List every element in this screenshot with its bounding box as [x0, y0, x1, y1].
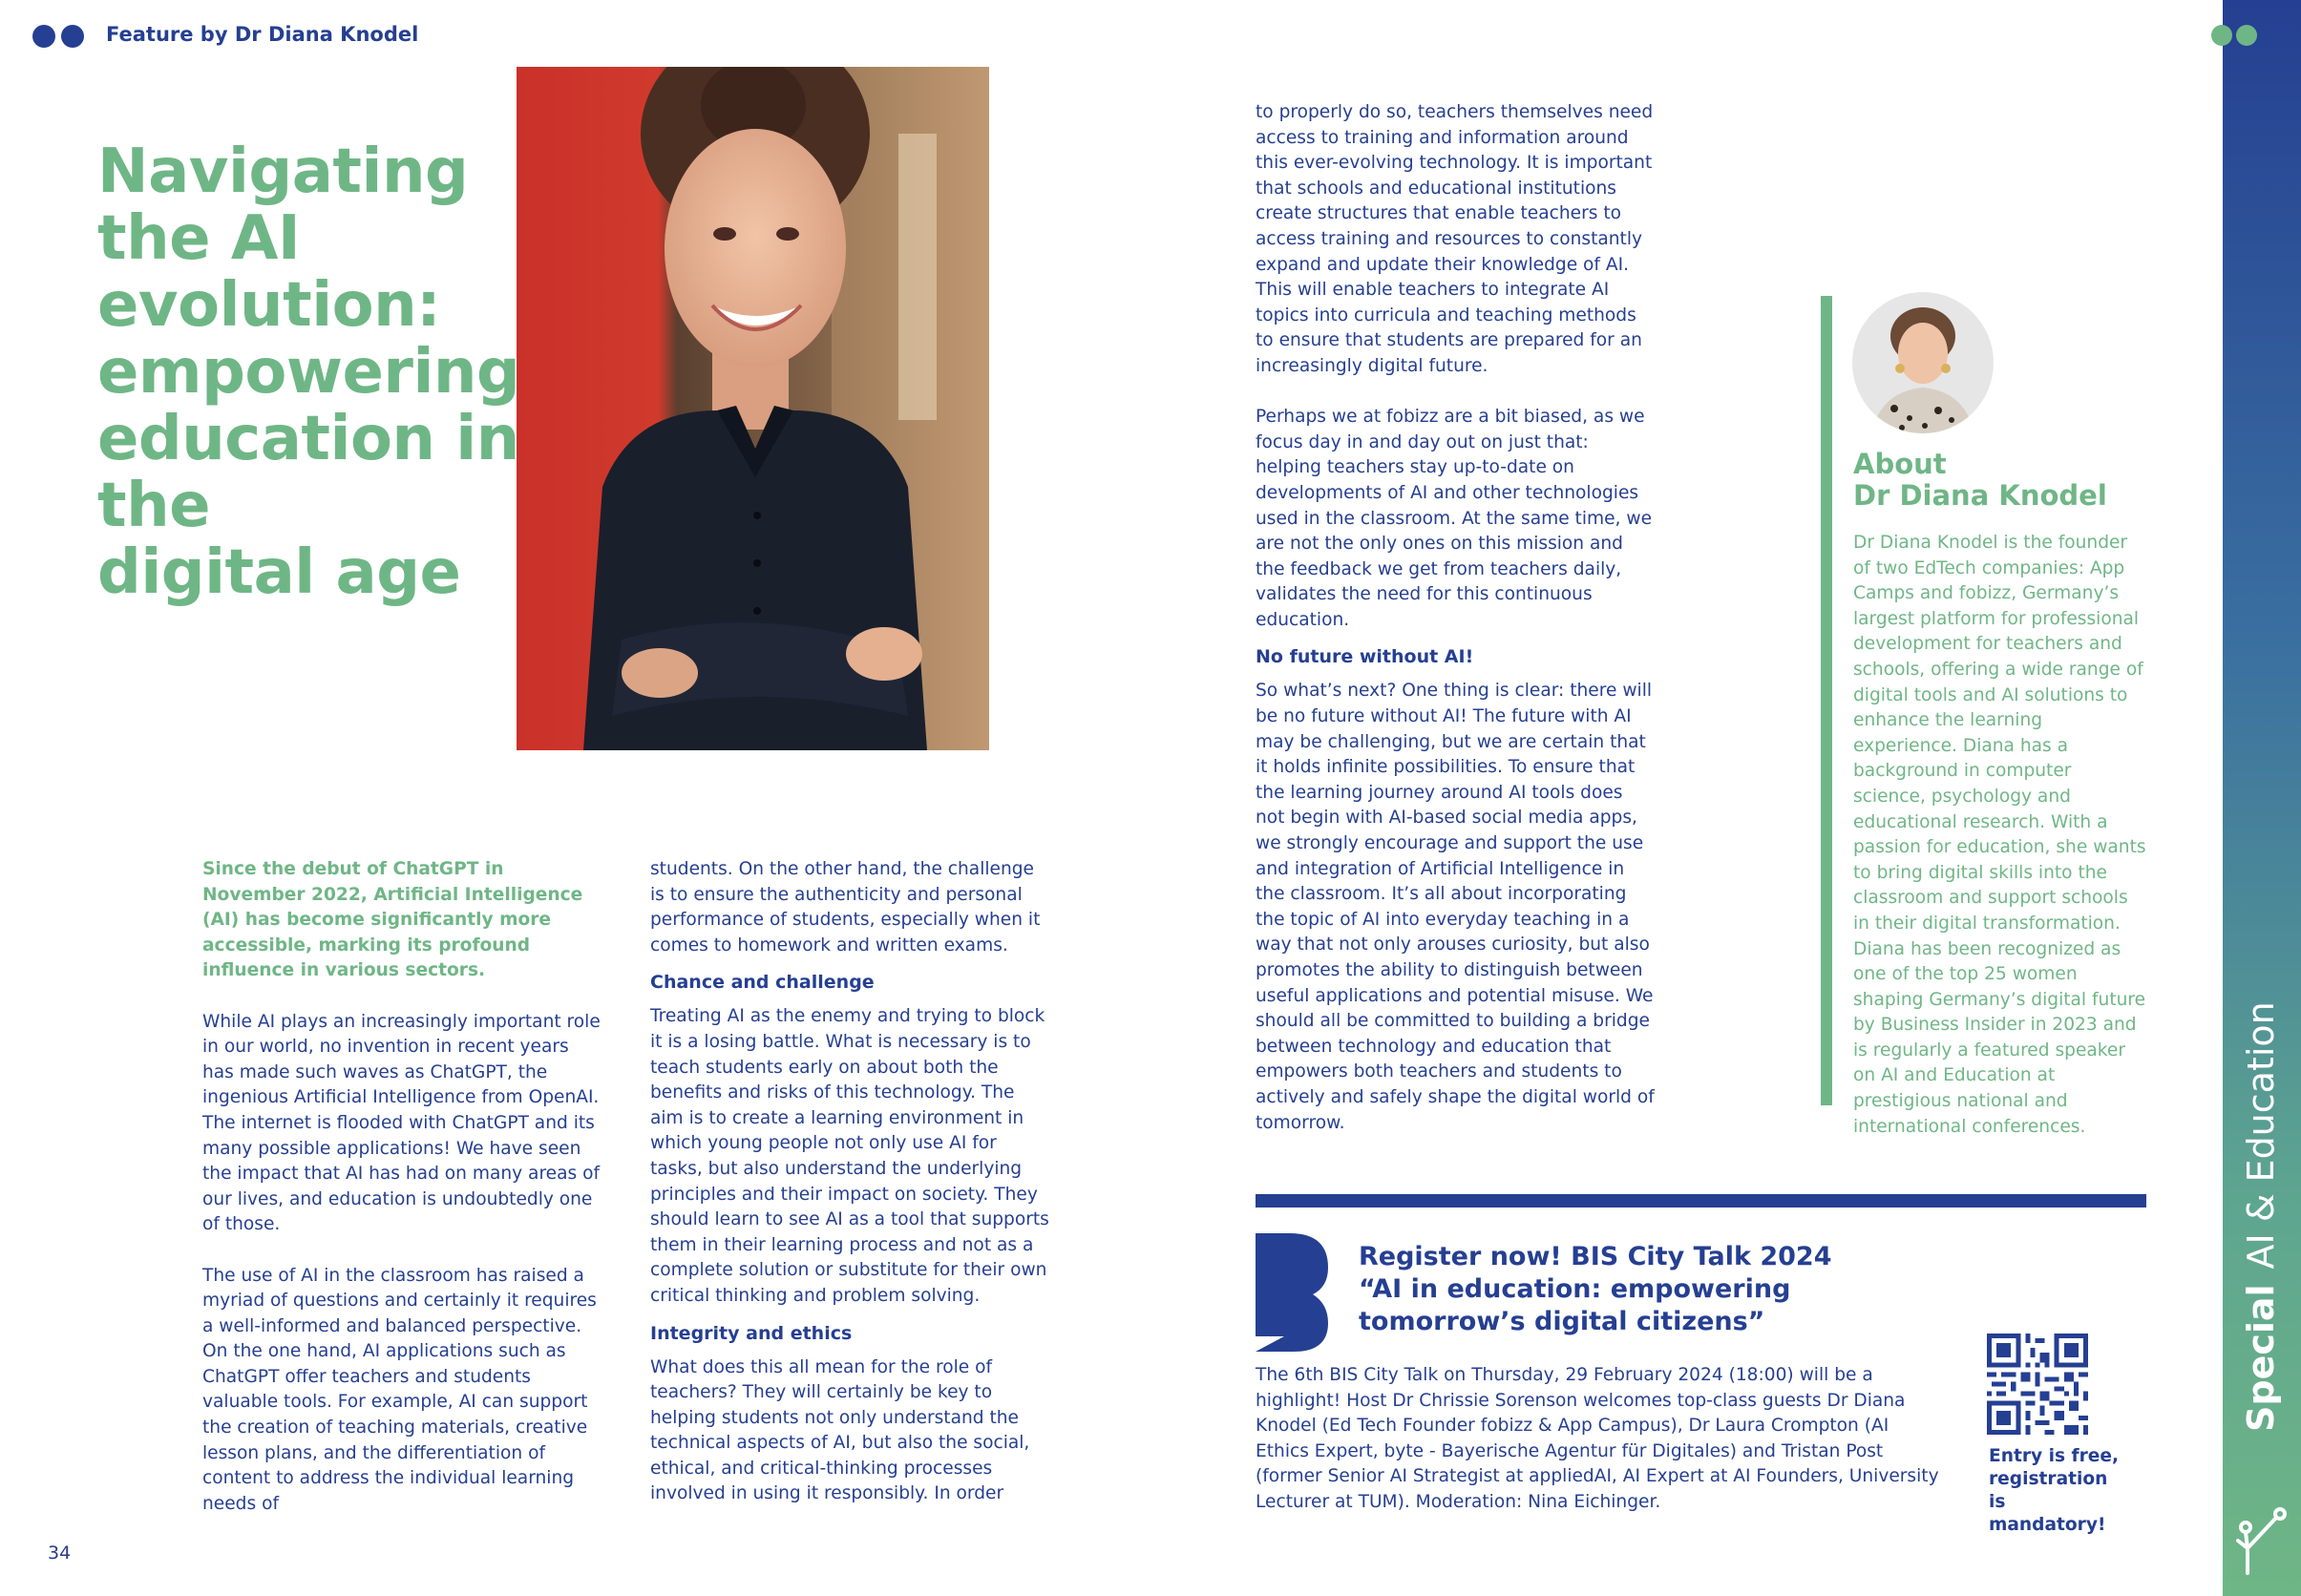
body-paragraph: students. On the other hand, the challenge is to ensure the authenticity and personal performance of students, especially when it comes to homework and written exams.: [650, 859, 1041, 956]
header-label: Feature by Dr Diana Knodel: [106, 23, 419, 46]
article-title: [97, 138, 632, 606]
register-title-line: Register now! BIS City Talk 2024: [1359, 1242, 1832, 1271]
register-body: The 6th BIS City Talk on Thursday, 29 February 2024 (18:00) will be a highlight! Host Dr Chrissie Sorenson welcomes top-class guests Dr Diana Knodel (Ed Tech Founder fobizz & App Campus), Dr Laura Crompton (AI Ethics Expert, byte - Bayerische Agentur für Digitales) and Tristan Post (former Senior AI Strategist at appliedAI, AI Expert at AI Founders, University Lecturer at TUM). Moderation: Nina Eichinger.: [1256, 1365, 1939, 1512]
about-accent-bar: [1821, 296, 1832, 1105]
column-2: [650, 857, 1051, 1533]
body-paragraph: to properly do so, teachers themselves need access to training and information around this ever-evolving technology. It is important that schools and educational institutions create structures that enable teachers to access training and resources to constantly expand and update their knowledge of AI. This will enable teachers to integrate AI topics into curricula and teaching methods to ensure that students are prepared for an increasingly digital future.: [1256, 102, 1654, 376]
about-avatar: [1852, 292, 1994, 433]
body-paragraph: The use of AI in the classroom has raised a myriad of questions and certainly it requires a well-informed and balanced perspective. On the one hand, AI applications such as ChatGPT offer teachers and students valuable tools. For example, AI can support the creation of teaching materials, creative lesson plans, and the differentiation of content to address the individual learning needs of: [202, 1265, 597, 1514]
about-title-line: About: [1853, 448, 1947, 480]
header-dots-icon: [32, 25, 84, 48]
body-paragraph: While AI plays an increasingly important role in our world, no invention in recent years has made such waves as ChatGPT, the ingenious Artificial Intelligence from OpenAI. The internet is flooded with ChatGPT and its many possible applications! We have seen the impact that AI has had on many areas of our lives, and education is undoubtedly one of those.: [202, 1011, 601, 1235]
title-line: empowering: [97, 337, 520, 408]
column-1: [202, 857, 603, 1543]
title-line: digital age: [97, 537, 461, 608]
register-title-line: tomorrow’s digital citizens”: [1359, 1307, 1765, 1336]
subheading: No future without AI!: [1256, 646, 1474, 668]
register-note: Entry is free, registration is mandatory!: [1989, 1446, 2120, 1535]
title-line: the AI evolution:: [97, 203, 441, 341]
branch-icon: [2234, 1460, 2291, 1575]
title-line: education in the: [97, 404, 519, 541]
body-paragraph: What does this all mean for the role of teachers? They will certainly be key to helping students not only understand the technical aspects of AI, but also the social, ethical, and critical-thinking processes involved in using it responsibly. In order: [650, 1356, 1030, 1504]
register-divider: [1256, 1194, 2146, 1208]
section-label-light: AI & Education: [2240, 1001, 2282, 1270]
section-label-bold: Special: [2240, 1284, 2282, 1432]
body-paragraph: So what’s next? One thing is clear: there will be no future without AI! The future with AI may be challenging, but we are certain that it holds infinite possibilities. To ensure that the learning journey around AI tools does not begin with AI-based social media apps, we strongly encourage and support the use and integration of Artificial Intelligence in the classroom. It’s all about incorporating the topic of AI into everyday teaching in a way that not only arouses curiosity, but also promotes the ability to distinguish between useful applications and potential misuse. We should all be committed to building a bridge between technology and education that empowers both teachers and students to actively and safely shape the digital world of tomorrow.: [1256, 681, 1655, 1133]
body-paragraph: Perhaps we at fobizz are a bit biased, as we focus day in and day out on just that: helping teachers stay up-to-date on developments of AI and other technologies used in the classroom. At the same time, we are not the only ones on this mission and the feedback we get from teachers daily, validates the need for this continuous education.: [1256, 407, 1653, 630]
body-paragraph: Treating AI as the enemy and trying to block it is a losing battle. What is necessary is to teach students early on about both the benefits and risks of this technology. The aim is to create a learning environment in which young people not only use AI for tasks, but also understand the underlying principles and their impact on society. They should learn to see AI as a tool that supports them in their learning process and not as a complete solution or substitute for their own critical thinking and problem solving.: [650, 1006, 1049, 1306]
column-3: [1256, 100, 1657, 1162]
b-logo-icon: [1256, 1233, 1328, 1352]
qr-code-icon[interactable]: [1987, 1334, 2088, 1435]
page-number: 34: [48, 1543, 72, 1564]
sidebar-dots-icon: [2211, 25, 2257, 46]
title-line: Navigating: [97, 136, 469, 207]
about-title: [1853, 449, 2168, 512]
register-title: [1359, 1241, 1893, 1338]
subheading: Chance and challenge: [650, 972, 875, 994]
subheading: Integrity and ethics: [650, 1322, 853, 1344]
about-body: Dr Diana Knodel is the founder of two EdTech companies: App Camps and fobizz, Germany’s largest platform for professional development for teachers and schools, offering a wide range of digital tools and AI solutions to enhance the learning experience. Diana has a background in computer science, psychology and educational research. With a passion for education, she wants to bring digital skills into the classroom and support schools in their digital transformation. Diana has been recognized as one of the top 25 women shaping Germany’s digital future by Business Insider in 2023 and is regularly a featured speaker on AI and Education at prestigious national and international conferences.: [1853, 533, 2146, 1137]
register-title-line: “AI in education: empowering: [1359, 1274, 1791, 1304]
about-title-line: Dr Diana Knodel: [1853, 479, 2107, 512]
lead-paragraph: Since the debut of ChatGPT in November 2022, Artificial Intelligence (AI) has become significantly more accessible, marking its profound influence in various sectors.: [202, 859, 583, 981]
